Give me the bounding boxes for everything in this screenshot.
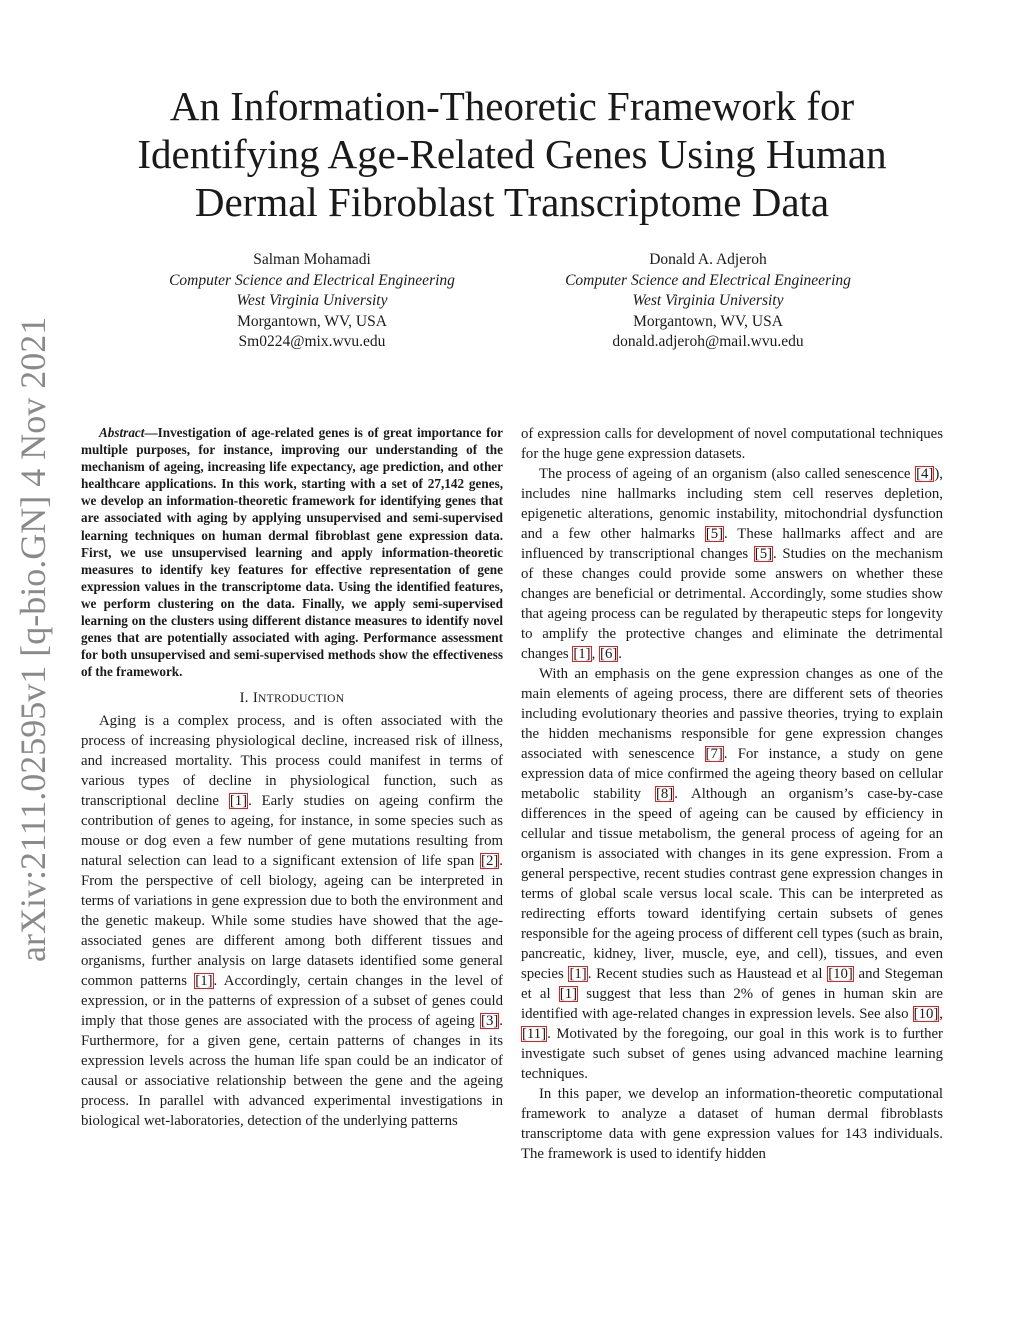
text-run: . These hallmarks affect and are influenced by transcriptional changes (521, 526, 943, 562)
author-block-1 (122, 250, 502, 353)
citation-link[interactable]: [8] (655, 786, 674, 802)
text-run: and Stegeman et al (521, 966, 943, 1002)
citation-link[interactable]: [1] (573, 646, 591, 662)
citation-link[interactable]: [5] (754, 546, 773, 562)
citation-link[interactable]: [6] (600, 646, 618, 662)
citation-link[interactable]: [1] (229, 793, 248, 810)
text-run: . (618, 646, 622, 662)
text-run: . Motivated by the foregoing, our goal in this work is to further investigate such subset of genes using advanced machine learning techniques. (521, 1026, 943, 1082)
citation-link[interactable]: [1] (195, 973, 213, 990)
abstract (81, 424, 503, 680)
text-run: . Early studies on ageing confirm the contribution of genes to ageing, for instance, in some species such as mouse or dog even a few number of gene mutations resulting from natural selection can lead to a significant extension of life span (81, 793, 503, 870)
text-run: . For instance, a study on gene expression data of mice confirmed the ageing theory based on cellular metabolic stability (521, 746, 943, 802)
author-affiliation: Computer Science and Electrical Engineering (565, 271, 851, 289)
text-run: ), includes nine hallmarks including stem cell reserves depletion, epigenetic alterations, genomic instability, mitochondrial dysfunction and a few other halmarks (521, 466, 943, 542)
section-title-rest: NTRODUCTION (258, 693, 345, 706)
right-column (521, 424, 943, 1164)
paragraph-continuation: of expression calls for development of novel computational techniques for the huge gene expression datasets. (521, 426, 943, 462)
section-heading-introduction (81, 688, 503, 709)
title-line: Dermal Fibroblast Transcriptome Data (194, 179, 830, 225)
citation-link[interactable]: [10] (913, 1006, 939, 1022)
author-block-2 (518, 250, 898, 353)
citation-link[interactable]: [5] (705, 526, 724, 542)
author-university: West Virginia University (632, 292, 784, 310)
section-numeral: I. (239, 690, 249, 707)
author-email[interactable]: donald.adjeroh@mail.wvu.edu (612, 333, 804, 351)
paragraph-gene-expression (521, 664, 943, 1084)
title-line: Identifying Age-Related Genes Using Human (137, 131, 887, 177)
author-affiliation: Computer Science and Electrical Engineering (169, 271, 455, 289)
text-run: . Recent studies such as Haustead et al (587, 966, 828, 982)
text-run: Aging is a complex process, and is often associated with the process of increasing physiological decline, increased risk of illness, and increased mortality. This process could manifest in terms of various types of decline in physiological function, such as transcriptional decline (81, 713, 503, 810)
citation-link[interactable]: [7] (705, 746, 723, 762)
text-run: . Furthermore, for a given gene, certain patterns of changes in its expression levels across the human life span could be an indicator of causal or associative relationship between the gene and the ageing process. In parallel with advanced experimental investigations in biological wet-laboratories, detection of the underlying patterns (81, 1013, 503, 1130)
abstract-text: Investigation of age-related genes is of great importance for multiple purposes, for instance, improving our understanding of the mechanism of ageing, increasing life expectancy, age prediction, and other healthcare applications. In this work, starting with a set of 27,142 genes, we develop an information-theoretic framework for identifying genes that are associated with aging by applying unsupervised and semi-supervised learning techniques on human dermal fibroblast gene expression data. First, we use unsupervised learning and apply information-theoretic measures to identify key features for effective representation of gene expression values in the transcriptome data. Using the identified features, we perform clustering on the data. Finally, we apply semi-supervised learning on the clusters using different distance measures to identify novel genes that are potentially associated with aging. Performance assessment for both unsupervised and semi-supervised methods show the effectiveness of the framework. (81, 425, 503, 680)
abstract-label: Abstract (99, 425, 145, 440)
paragraph-senescence (521, 464, 943, 664)
citation-link[interactable]: [4] (916, 466, 934, 482)
author-location: Morgantown, WV, USA (633, 312, 783, 330)
arxiv-identifier[interactable]: arXiv:2111.02595v1 [q-bio.GN] 4 Nov 2021 (13, 316, 53, 962)
text-run: . Accordingly, certain changes in the level of expression, or in the patterns of expression of a subset of genes could imply that those genes are associated with the process of ageing (81, 973, 503, 1030)
citation-link[interactable]: [11] (522, 1026, 547, 1042)
text-run: , (591, 646, 600, 662)
text-run: . From the perspective of cell biology, ageing can be interpreted in terms of variations in gene expression due to both the environment and the genetic makeup. While some studies have showed that the age-associated genes are different among both different tissues and organisms, further analysis on large datasets identified some general common patterns (81, 853, 503, 990)
citation-link[interactable]: [3] (481, 1013, 499, 1030)
text-run: . Studies on the mechanism of these changes could provide some answers on whether these changes are beneficial or detrimental. Accordingly, some studies show that ageing process can be regulated by therapeutic steps for longevity to amplify the protective changes and eliminate the detrimental changes (521, 546, 943, 662)
text-run: , (939, 1006, 943, 1022)
citation-link[interactable]: [1] (569, 966, 587, 982)
text-run: suggest that less than 2% of genes in human skin are identified with age-related changes in expression levels. See also (521, 986, 943, 1022)
section-initial: I (252, 690, 259, 707)
author-name: Salman Mohamadi (253, 251, 371, 268)
paragraph-this-paper: In this paper, we develop an information-theoretic computational framework to analyze a dataset of human dermal fibroblasts transcriptome data with gene expression values for 143 individuals. The framework is used to identify hidden (521, 1086, 943, 1162)
citation-link[interactable]: [2] (481, 853, 499, 870)
paper-title (112, 82, 912, 226)
abstract-dash: — (144, 425, 158, 440)
text-run: With an emphasis on the gene expression changes as one of the main elements of ageing process, there are different sets of theories including evolutionary theories and passive theories, trying to explain the hidden mechanisms responsible for gene expression changes associated with senescence (521, 666, 943, 762)
author-university: West Virginia University (236, 292, 388, 310)
text-run: . Although an organism’s case-by-case differences in the speed of ageing can be caused by efficiency in cellular and tissue metabolism, the general process of ageing for an organism is associated with changes in its gene expression. From a general perspective, recent studies contrast gene expression changes in terms of global scale versus local scale. This can be interpreted as redirecting efforts toward identifying certain subsets of genes responsible for the ageing process of different cell types (such as brain, pancreatic, kidney, liver, muscle, eye, and cell), tissues, and even species (521, 786, 944, 982)
citation-link[interactable]: [1] (559, 986, 578, 1002)
author-name: Donald A. Adjeroh (649, 251, 767, 268)
author-location: Morgantown, WV, USA (237, 312, 387, 330)
text-run: The process of ageing of an organism (also called senescence (539, 466, 916, 482)
left-column (81, 424, 503, 1131)
title-line: An Information-Theoretic Framework for (169, 83, 855, 129)
author-email[interactable]: Sm0224@mix.wvu.edu (238, 333, 386, 351)
intro-paragraph-1 (81, 711, 503, 1131)
citation-link[interactable]: [10] (828, 966, 853, 982)
